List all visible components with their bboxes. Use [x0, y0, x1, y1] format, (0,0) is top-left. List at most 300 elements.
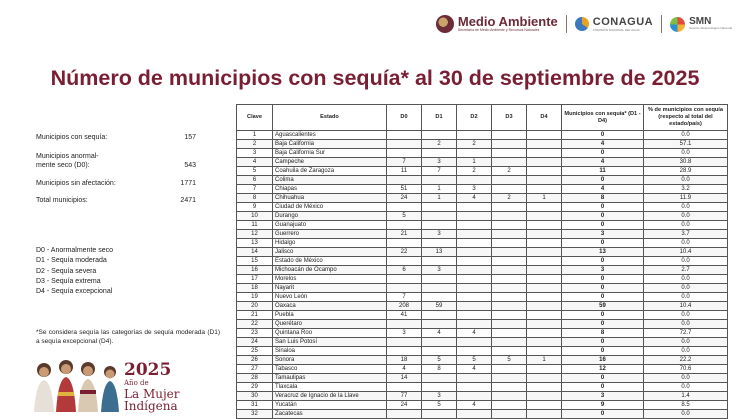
cell-d4 [527, 338, 562, 347]
cell-percent: 8.5 [644, 401, 728, 410]
cell-d2: 4 [457, 194, 492, 203]
summary-value: 2471 [180, 197, 196, 204]
cell-d0 [387, 221, 422, 230]
cell-estado: Aguascalientes [273, 131, 387, 140]
medio-ambiente-name: Medio Ambiente [457, 14, 558, 30]
cell-d0 [387, 149, 422, 158]
summary-row-anormalmente-seco [36, 153, 196, 171]
cell-d3 [492, 221, 527, 230]
table-row [237, 158, 728, 167]
cell-clave: 2 [237, 140, 273, 149]
cell-d0 [387, 383, 422, 392]
cell-estado: Tamaulipas [273, 374, 387, 383]
cell-d4 [527, 167, 562, 176]
cell-d1: 1 [422, 185, 457, 194]
cell-estado: Sonora [273, 356, 387, 365]
cell-d1 [422, 239, 457, 248]
cell-estado: Baja California [273, 140, 387, 149]
cell-total: 13 [562, 248, 644, 257]
cell-d3 [492, 401, 527, 410]
cell-d1 [422, 212, 457, 221]
cell-total: 3 [562, 266, 644, 275]
cell-percent: 0.0 [644, 410, 728, 419]
cell-clave: 31 [237, 401, 273, 410]
cell-d4 [527, 158, 562, 167]
summary-label: Municipios con sequía: [36, 134, 108, 141]
cell-clave: 17 [237, 275, 273, 284]
cell-estado: Zacatecas [273, 410, 387, 419]
cell-d4 [527, 257, 562, 266]
cell-estado: Morelos [273, 275, 387, 284]
cell-d2: 2 [457, 140, 492, 149]
table-row [237, 329, 728, 338]
column-header-col-estado: Estado [273, 105, 387, 131]
cell-d0 [387, 239, 422, 248]
table-row [237, 149, 728, 158]
cell-estado: Puebla [273, 311, 387, 320]
cell-d0: 24 [387, 194, 422, 203]
cell-estado: Guerrero [273, 230, 387, 239]
cell-total: 8 [562, 329, 644, 338]
cell-d4 [527, 293, 562, 302]
cell-total: 0 [562, 284, 644, 293]
cell-d2 [457, 383, 492, 392]
cell-percent: 0.0 [644, 293, 728, 302]
cell-d3 [492, 284, 527, 293]
cell-total: 0 [562, 374, 644, 383]
cell-total: 4 [562, 140, 644, 149]
cell-total: 4 [562, 185, 644, 194]
cell-d2: 5 [457, 356, 492, 365]
cell-d3 [492, 185, 527, 194]
cell-d1 [422, 203, 457, 212]
cell-d2 [457, 266, 492, 275]
cell-clave: 23 [237, 329, 273, 338]
cell-total: 0 [562, 311, 644, 320]
cell-d1: 1 [422, 194, 457, 203]
cell-percent: 0.0 [644, 257, 728, 266]
cell-d4 [527, 230, 562, 239]
cell-d2 [457, 302, 492, 311]
cell-d1 [422, 221, 457, 230]
cell-d4 [527, 374, 562, 383]
cell-d3 [492, 320, 527, 329]
summary-row-con-sequia [36, 134, 196, 143]
cell-estado: Nuevo León [273, 293, 387, 302]
cell-estado: Veracruz de Ignacio de la Llave [273, 392, 387, 401]
cell-d4 [527, 383, 562, 392]
cell-clave: 24 [237, 338, 273, 347]
cell-total: 16 [562, 356, 644, 365]
cell-d1: 3 [422, 392, 457, 401]
cell-d3 [492, 374, 527, 383]
cell-total: 0 [562, 293, 644, 302]
banner-line-3: Indígena [124, 399, 178, 413]
table-row [237, 410, 728, 419]
cell-d0: 5 [387, 212, 422, 221]
smn-name: SMN [689, 16, 712, 28]
cell-clave: 14 [237, 248, 273, 257]
cell-d3 [492, 302, 527, 311]
summary-value: 157 [184, 134, 196, 141]
table-row [237, 275, 728, 284]
logo-separator [566, 15, 567, 33]
cell-d1 [422, 275, 457, 284]
cell-d3 [492, 248, 527, 257]
cell-d4 [527, 320, 562, 329]
cell-d2 [457, 149, 492, 158]
cell-estado: Tlaxcala [273, 383, 387, 392]
banner-line-1: Año de [124, 379, 149, 387]
indigenous-women-illustration [26, 352, 126, 412]
table-row [237, 338, 728, 347]
cell-percent: 70.6 [644, 365, 728, 374]
cell-d1 [422, 176, 457, 185]
cell-d4 [527, 284, 562, 293]
cell-d3: 2 [492, 194, 527, 203]
cell-d0: 11 [387, 167, 422, 176]
cell-clave: 5 [237, 167, 273, 176]
cell-d1: 4 [422, 329, 457, 338]
cell-estado: Tabasco [273, 365, 387, 374]
cell-estado: Querétaro [273, 320, 387, 329]
cell-d0 [387, 320, 422, 329]
summary-row-sin-afectacion [36, 180, 196, 189]
cell-percent: 0.0 [644, 320, 728, 329]
cell-percent: 3.7 [644, 230, 728, 239]
cell-clave: 7 [237, 185, 273, 194]
smn-subtitle: Servicio Meteorológico Nacional [689, 26, 732, 31]
cell-clave: 9 [237, 203, 273, 212]
cell-d1 [422, 410, 457, 419]
cell-total: 59 [562, 302, 644, 311]
table-row [237, 293, 728, 302]
cell-percent: 30.8 [644, 158, 728, 167]
cell-d2 [457, 374, 492, 383]
cell-percent: 0.0 [644, 239, 728, 248]
cell-estado: Jalisco [273, 248, 387, 257]
cell-total: 0 [562, 410, 644, 419]
cell-d2 [457, 230, 492, 239]
cell-d3 [492, 239, 527, 248]
cell-d1 [422, 374, 457, 383]
cell-d2 [457, 248, 492, 257]
conagua-drop-icon [575, 17, 589, 31]
cell-total: 0 [562, 320, 644, 329]
cell-d0: 7 [387, 158, 422, 167]
cell-d3 [492, 365, 527, 374]
cell-d4 [527, 302, 562, 311]
cell-d3 [492, 158, 527, 167]
cell-d4 [527, 149, 562, 158]
column-header-col-d1: D1 [422, 105, 457, 131]
cell-d3 [492, 293, 527, 302]
cell-d3 [492, 383, 527, 392]
cell-total: 0 [562, 383, 644, 392]
column-header-col-d0: D0 [387, 105, 422, 131]
drought-municipalities-table [236, 104, 728, 419]
cell-d0 [387, 257, 422, 266]
cell-clave: 20 [237, 302, 273, 311]
cell-d1: 2 [422, 140, 457, 149]
cell-clave: 27 [237, 365, 273, 374]
summary-value: 543 [184, 162, 196, 169]
cell-estado: Coahuila de Zaragoza [273, 167, 387, 176]
cell-d1: 3 [422, 158, 457, 167]
cell-d4 [527, 275, 562, 284]
cell-d0 [387, 410, 422, 419]
cell-percent: 0.0 [644, 275, 728, 284]
cell-percent: 3.2 [644, 185, 728, 194]
cell-clave: 32 [237, 410, 273, 419]
cell-d2: 4 [457, 329, 492, 338]
legend-item-d3: D3 - Sequía extrema [36, 277, 101, 285]
cell-total: 12 [562, 365, 644, 374]
cell-estado: Chiapas [273, 185, 387, 194]
table-row [237, 212, 728, 221]
cell-d2 [457, 221, 492, 230]
cell-d4 [527, 221, 562, 230]
cell-clave: 18 [237, 284, 273, 293]
cell-d1: 3 [422, 266, 457, 275]
cell-clave: 30 [237, 392, 273, 401]
cell-d1: 5 [422, 401, 457, 410]
cell-d0: 24 [387, 401, 422, 410]
cell-clave: 12 [237, 230, 273, 239]
logo-separator [661, 15, 662, 33]
cell-d1: 3 [422, 230, 457, 239]
cell-percent: 1.4 [644, 392, 728, 401]
cell-d2 [457, 347, 492, 356]
table-header-row [237, 105, 728, 131]
table-row [237, 248, 728, 257]
table-row [237, 266, 728, 275]
cell-estado: Estado de México [273, 257, 387, 266]
table-row [237, 401, 728, 410]
cell-d0: 21 [387, 230, 422, 239]
cell-d2: 3 [457, 185, 492, 194]
table-row [237, 284, 728, 293]
cell-clave: 4 [237, 158, 273, 167]
column-header-col-porcentaje: % de municipios con sequía (respecto al total del estado/país) [644, 105, 728, 131]
cell-d4 [527, 401, 562, 410]
cell-percent: 0.0 [644, 212, 728, 221]
cell-d0: 22 [387, 248, 422, 257]
cell-d2 [457, 203, 492, 212]
cell-total: 11 [562, 167, 644, 176]
cell-d2 [457, 320, 492, 329]
cell-estado: Hidalgo [273, 239, 387, 248]
table-row [237, 383, 728, 392]
cell-clave: 25 [237, 347, 273, 356]
page-title: Número de municipios con sequía* al 30 de septiembre de 2025 [50, 66, 700, 90]
cell-d3 [492, 230, 527, 239]
cell-d3 [492, 266, 527, 275]
cell-d3 [492, 329, 527, 338]
cell-estado: Baja California Sur [273, 149, 387, 158]
cell-d3 [492, 131, 527, 140]
cell-clave: 3 [237, 149, 273, 158]
cell-total: 0 [562, 257, 644, 266]
legend-item-d4: D4 - Sequía excepcional [36, 288, 113, 296]
banner-text [124, 362, 180, 412]
table-row [237, 239, 728, 248]
cell-clave: 19 [237, 293, 273, 302]
cell-clave: 21 [237, 311, 273, 320]
cell-d0: 14 [387, 374, 422, 383]
table-row [237, 185, 728, 194]
table-row [237, 221, 728, 230]
cell-d4 [527, 347, 562, 356]
table-row [237, 365, 728, 374]
cell-d3: 5 [492, 356, 527, 365]
summary-label: Municipios anormal-mente seco (D0): [36, 153, 99, 169]
column-header-col-d3: D3 [492, 105, 527, 131]
cell-d1: 5 [422, 356, 457, 365]
cell-d4 [527, 410, 562, 419]
cell-d0: 51 [387, 185, 422, 194]
cell-d3 [492, 149, 527, 158]
table-row [237, 176, 728, 185]
cell-d3 [492, 410, 527, 419]
year-banner [26, 352, 196, 412]
cell-d0: 208 [387, 302, 422, 311]
table-row [237, 347, 728, 356]
cell-percent: 10.4 [644, 302, 728, 311]
cell-clave: 6 [237, 176, 273, 185]
cell-total: 0 [562, 347, 644, 356]
conagua-subtitle: COMISIÓN NACIONAL DEL AGUA [592, 27, 640, 32]
cell-clave: 1 [237, 131, 273, 140]
cell-d1 [422, 257, 457, 266]
cell-d4: 1 [527, 194, 562, 203]
cell-total: 0 [562, 131, 644, 140]
cell-d0: 6 [387, 266, 422, 275]
conagua-name: CONAGUA [592, 15, 654, 28]
summary-label: Total municipios: [36, 197, 88, 204]
cell-d2 [457, 410, 492, 419]
cell-d1 [422, 347, 457, 356]
cell-d1 [422, 383, 457, 392]
cell-d1 [422, 131, 457, 140]
cell-total: 0 [562, 338, 644, 347]
legend-item-d2: D2 - Sequía severa [36, 267, 97, 275]
cell-estado: Campeche [273, 158, 387, 167]
table-row [237, 320, 728, 329]
cell-percent: 28.9 [644, 167, 728, 176]
cell-percent: 57.1 [644, 140, 728, 149]
cell-estado: Chihuahua [273, 194, 387, 203]
cell-estado: Colima [273, 176, 387, 185]
cell-percent: 0.0 [644, 176, 728, 185]
cell-d0 [387, 176, 422, 185]
cell-clave: 16 [237, 266, 273, 275]
cell-estado: Durango [273, 212, 387, 221]
cell-estado: Oaxaca [273, 302, 387, 311]
cell-d2 [457, 392, 492, 401]
cell-percent: 72.7 [644, 329, 728, 338]
cell-d4 [527, 329, 562, 338]
drought-legend [36, 246, 113, 297]
cell-d4 [527, 212, 562, 221]
cell-clave: 15 [237, 257, 273, 266]
cell-clave: 11 [237, 221, 273, 230]
cell-d2: 1 [457, 158, 492, 167]
column-header-col-d4: D4 [527, 105, 562, 131]
smn-emblem-icon [670, 17, 685, 32]
cell-d1 [422, 311, 457, 320]
column-header-col-clave: Clave [237, 105, 273, 131]
column-header-col-municipios-sequia: Municipios con sequía* (D1 - D4) [562, 105, 644, 131]
cell-d1: 59 [422, 302, 457, 311]
cell-d2 [457, 311, 492, 320]
cell-percent: 0.0 [644, 374, 728, 383]
legend-item-d1: D1 - Sequía moderada [36, 257, 107, 265]
cell-percent: 0.0 [644, 338, 728, 347]
cell-d3 [492, 203, 527, 212]
cell-d4 [527, 203, 562, 212]
footnote: *Se considera sequía las categorías de sequía moderada (D1) a sequía excepcional (D4). [36, 329, 220, 345]
cell-d2 [457, 212, 492, 221]
cell-d1: 8 [422, 365, 457, 374]
cell-d3 [492, 347, 527, 356]
cell-percent: 0.0 [644, 284, 728, 293]
cell-d0: 18 [387, 356, 422, 365]
cell-d0: 4 [387, 365, 422, 374]
cell-d3 [492, 338, 527, 347]
table-row [237, 194, 728, 203]
cell-d0: 3 [387, 329, 422, 338]
column-header-col-d2: D2 [457, 105, 492, 131]
cell-d3: 2 [492, 167, 527, 176]
legend-item-d0: D0 - Anormalmente seco [36, 247, 114, 254]
cell-d1: 7 [422, 167, 457, 176]
cell-d0: 41 [387, 311, 422, 320]
cell-d0 [387, 203, 422, 212]
cell-d3 [492, 176, 527, 185]
cell-d0 [387, 347, 422, 356]
cell-d2: 2 [457, 167, 492, 176]
table-row [237, 131, 728, 140]
cell-d4 [527, 140, 562, 149]
cell-estado: Guanajuato [273, 221, 387, 230]
cell-d1 [422, 149, 457, 158]
cell-d1 [422, 293, 457, 302]
cell-d2 [457, 338, 492, 347]
cell-total: 0 [562, 275, 644, 284]
cell-clave: 28 [237, 374, 273, 383]
cell-d4 [527, 266, 562, 275]
cell-percent: 0.0 [644, 221, 728, 230]
cell-clave: 10 [237, 212, 273, 221]
cell-percent: 0.0 [644, 311, 728, 320]
table-row [237, 230, 728, 239]
cell-d1 [422, 320, 457, 329]
cell-d4 [527, 248, 562, 257]
header-logos [436, 12, 732, 36]
medio-ambiente-emblem-icon [436, 15, 454, 33]
cell-d2 [457, 284, 492, 293]
cell-d3 [492, 140, 527, 149]
cell-estado: Sinaloa [273, 347, 387, 356]
cell-percent: 0.0 [644, 131, 728, 140]
medio-ambiente-logo [436, 15, 558, 33]
cell-percent: 10.4 [644, 248, 728, 257]
cell-d1 [422, 338, 457, 347]
cell-d1 [422, 284, 457, 293]
cell-d4 [527, 311, 562, 320]
smn-logo [670, 17, 732, 32]
